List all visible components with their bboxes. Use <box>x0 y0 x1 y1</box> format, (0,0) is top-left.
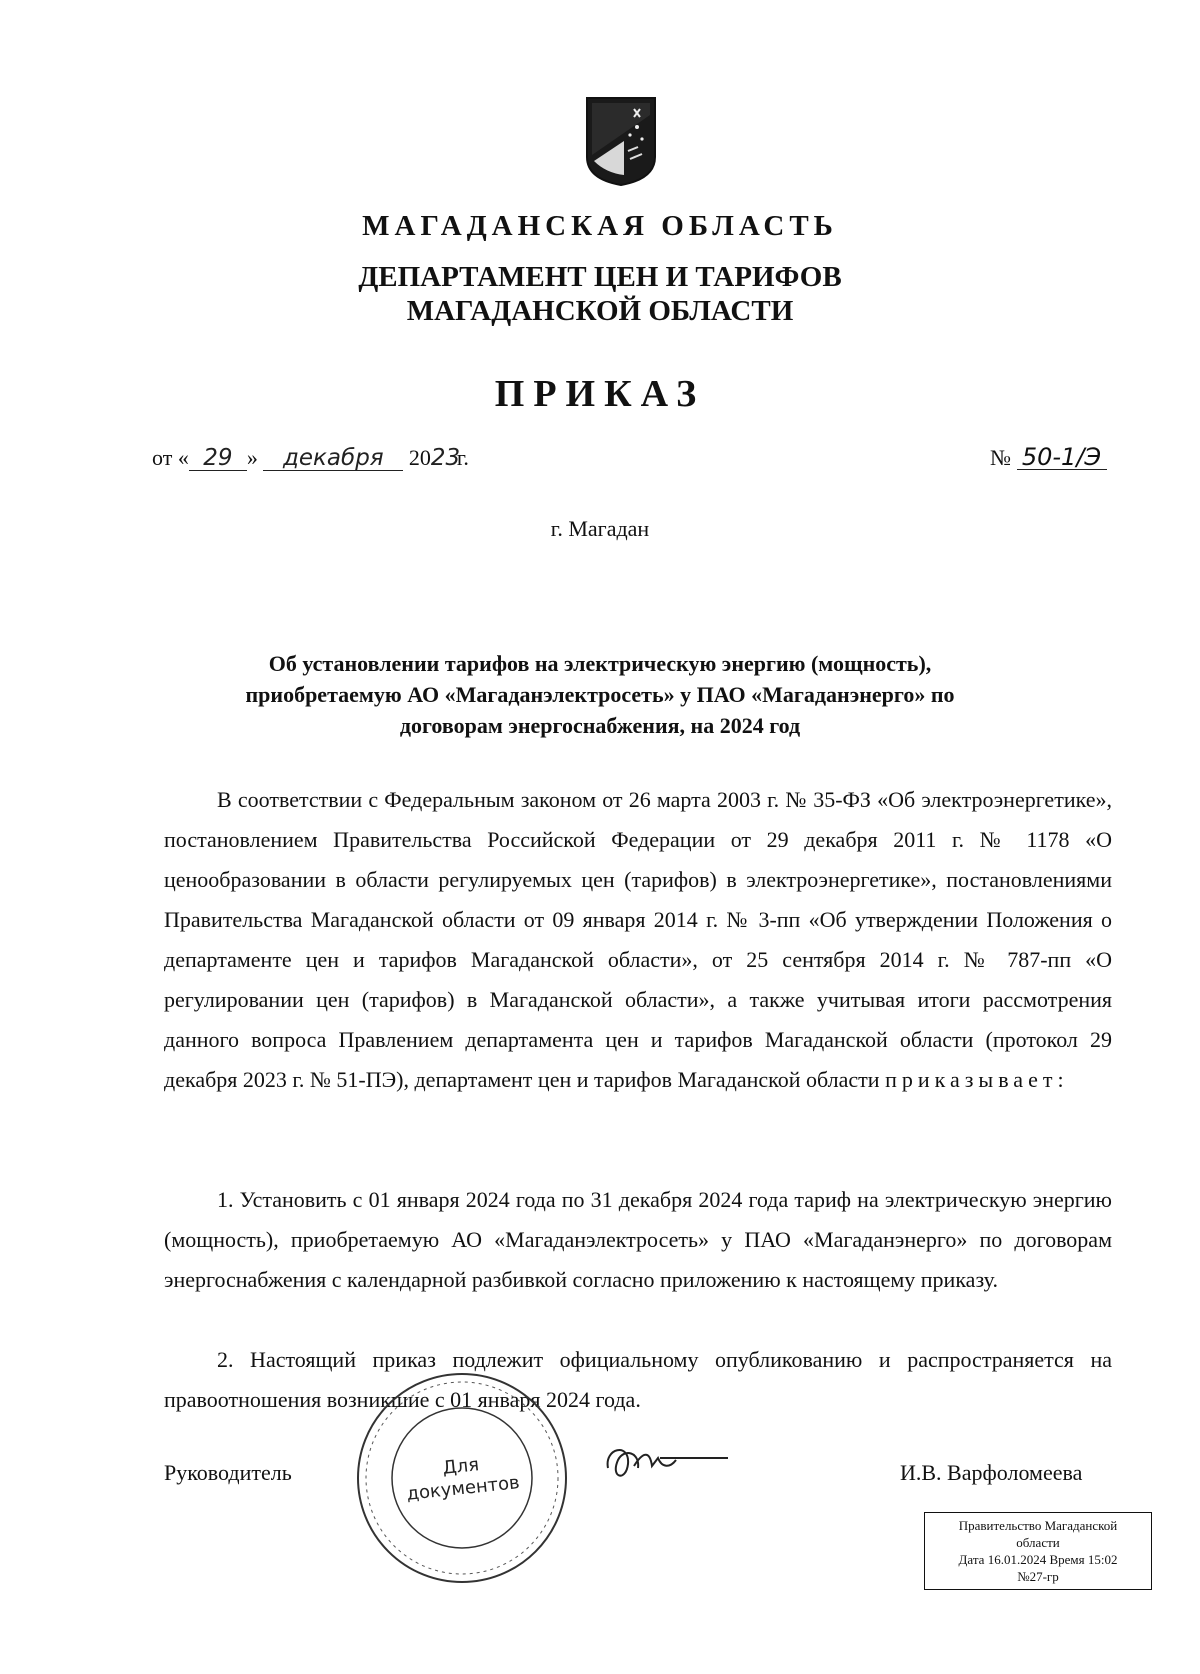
registration-line-2: области <box>1016 1535 1060 1550</box>
registration-stamp <box>924 1512 1152 1590</box>
date-day: 29 <box>189 446 247 471</box>
stamp-line-1: Для <box>441 1454 480 1479</box>
registration-line-1: Правительство Магаданской <box>958 1518 1118 1533</box>
preamble-text: В соответствии с Федеральным законом от 26 марта 2003 г. № 35-ФЗ «Об электроэнергетике», постановлением Правительства Российской Федерации от 29 декабря 2011 г. № 1178 «О ценообразовании в области регулируемых цен (тарифов) в электроэнергетике», постановлениями Правительства Магаданской области от 09 января 2014 г. № 3-пп «Об утверждении Положения о департаменте цен и тарифов Магаданской области», от 25 сентября 2014 г. № 787-пп «О регулировании цен (тарифов) в Магаданской области», а также учитывая итоги рассмотрения данного вопроса Правлением департамента цен и тарифов Магаданской области (протокол 29 декабря 2023 г. № 51-ПЭ), департамент цен и тарифов Магаданской области <box>164 787 1112 1092</box>
department-line-1: ДЕПАРТАМЕНТ ЦЕН И ТАРИФОВ <box>358 261 842 293</box>
date-year-mark: г. <box>456 445 469 470</box>
handwritten-signature <box>600 1438 730 1488</box>
item-2-text: 2. Настоящий приказ подлежит официальному опубликованию и распространяется на правоотношения возникшие с 01 января 2024 года. <box>164 1347 1112 1412</box>
date-prefix: от « <box>152 445 189 470</box>
date-year-suffix: 23 <box>430 445 461 471</box>
signatory-role: Руководитель <box>164 1460 292 1485</box>
decree-word: приказывает: <box>885 1067 1069 1092</box>
signatory-name: И.В. Варфоломеева <box>900 1460 1083 1485</box>
department-heading <box>0 260 1200 328</box>
department-line-2: МАГАДАНСКОЙ ОБЛАСТИ <box>406 295 794 327</box>
registration-line-4: №27-гр <box>1017 1569 1059 1584</box>
preamble-paragraph <box>164 780 1112 1100</box>
stamp-line-2: документов <box>405 1472 521 1505</box>
order-number <box>990 445 1107 471</box>
order-item-1 <box>164 1180 1112 1300</box>
order-subject <box>0 648 1200 741</box>
city-line: г. Магадан <box>550 516 650 541</box>
region-heading: МАГАДАНСКАЯ ОБЛАСТЬ <box>362 210 838 242</box>
coat-of-arms-icon <box>584 95 658 187</box>
subject-line-3: договорам энергоснабжения, на 2024 год <box>399 713 801 738</box>
registration-line-3: Дата 16.01.2024 Время 15:02 <box>958 1552 1118 1567</box>
order-date <box>152 445 469 471</box>
item-1-text: 1. Установить с 01 января 2024 года по 31 декабря 2024 года тариф на электрическую энергию (мощность), приобретаемую АО «Магаданэлектросеть» у ПАО «Магаданэнерго» по договорам энергоснабжения с календарной разбивкой согласно приложению к настоящему приказу. <box>164 1187 1112 1292</box>
date-quote-close: » <box>246 445 258 470</box>
subject-line-1: Об установлении тарифов на электрическую энергию (мощность), <box>268 651 932 676</box>
order-item-2 <box>164 1340 1112 1420</box>
document-type-title: ПРИКАЗ <box>494 373 706 415</box>
date-month: декабря <box>263 446 403 471</box>
subject-line-2: приобретаемую АО «Магаданэлектросеть» у ПАО «Магаданэнерго» по <box>245 682 955 707</box>
number-label: № <box>990 445 1011 470</box>
date-year-prefix: 20 <box>408 445 431 470</box>
number-value: 50-1/Э <box>1017 445 1107 470</box>
